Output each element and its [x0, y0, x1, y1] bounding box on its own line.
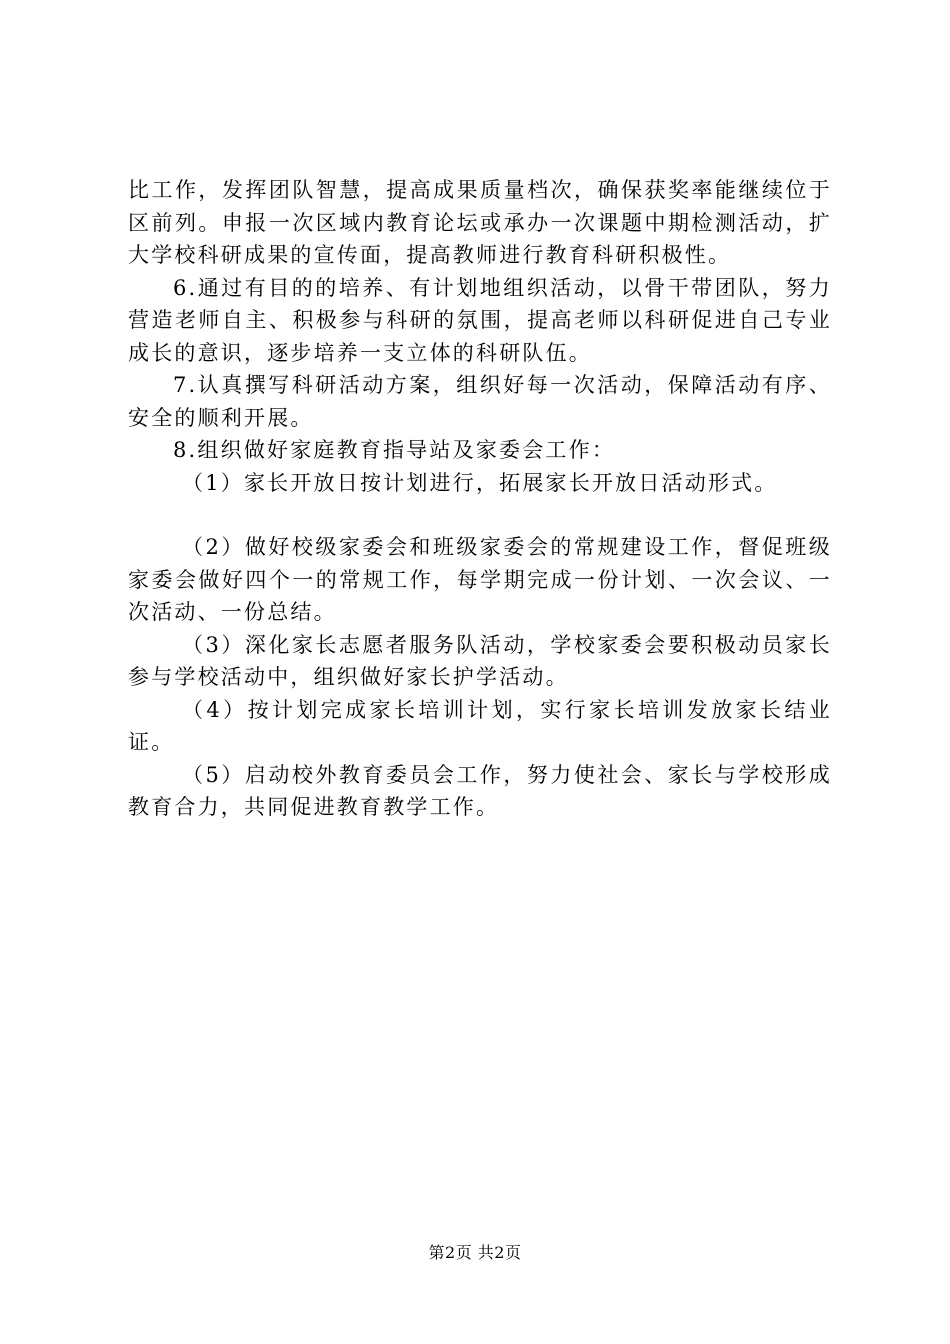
paragraph-subitem-2: （2）做好校级家委会和班级家委会的常规建设工作，督促班级家委会做好四个一的常规工作，每学期完成一份计划、一次会议、一次活动、一份总结。 [128, 535, 832, 624]
document-body [128, 174, 832, 824]
paragraph-item-7: 7.认真撰写科研活动方案，组织好每一次活动，保障活动有序、安全的顺利开展。 [128, 373, 832, 430]
paragraph-subitem-5: （5）启动校外教育委员会工作，努力使社会、家长与学校形成教育合力，共同促进教育教学工作。 [128, 762, 832, 819]
paragraph-continuation: 比工作，发挥团队智慧，提高成果质量档次，确保获奖率能继续位于区前列。申报一次区域内教育论坛或承办一次课题中期检测活动，扩大学校科研成果的宣传面，提高教师进行教育科研积极性。 [128, 178, 832, 267]
paragraph-subitem-3: （3）深化家长志愿者服务队活动，学校家委会要积极动员家长参与学校活动中，组织做好家长护学活动。 [128, 632, 832, 689]
paragraph-item-8: 8.组织做好家庭教育指导站及家委会工作： [173, 438, 616, 462]
page-number-footer: 第2页 共2页 [428, 1243, 522, 1262]
paragraph-item-6: 6.通过有目的的培养、有计划地组织活动，以骨干带团队，努力营造老师自主、积极参与科研的氛围，提高老师以科研促进自己专业成长的意识，逐步培养一支立体的科研队伍。 [128, 275, 832, 365]
paragraph-subitem-4: （4）按计划完成家长培训计划，实行家长培训发放家长结业证。 [128, 697, 832, 754]
paragraph-subitem-1: （1）家长开放日按计划进行，拓展家长开放日活动形式。 [182, 470, 778, 495]
